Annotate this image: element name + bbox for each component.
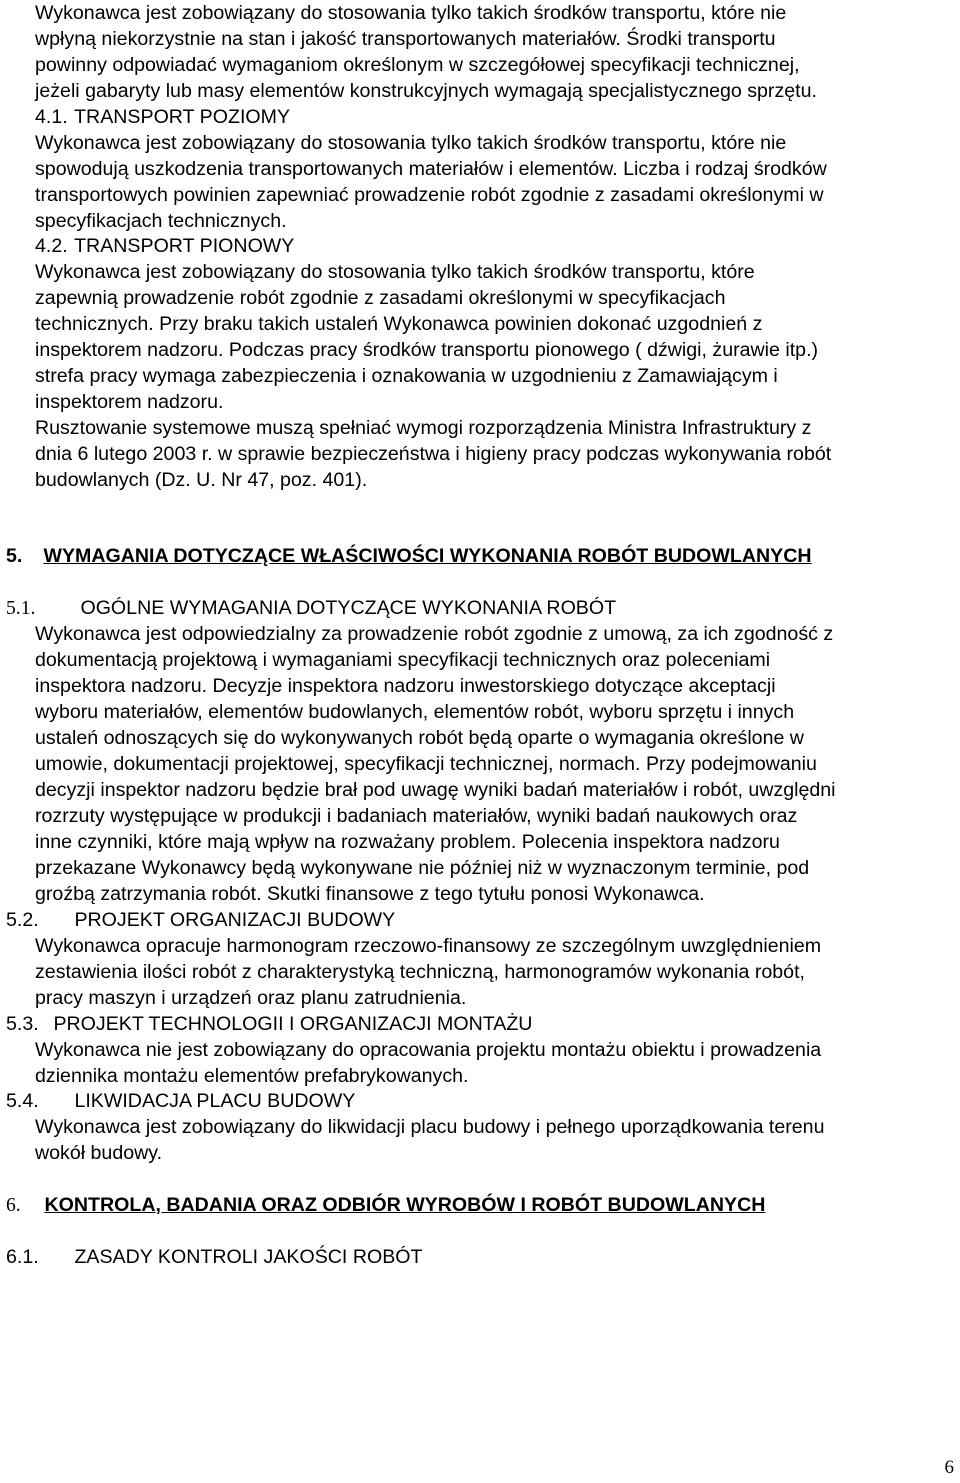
- intro-line: wpłyną niekorzystnie na stan i jakość transportowanych materiałów. Środki transportu: [35, 28, 776, 50]
- paragraph-line: technicznych. Przy braku takich ustaleń Wykonawca powinien dokonać uzgodnień z: [35, 313, 763, 335]
- paragraph-line: dokumentacją projektową i wymaganiami specyfikacji technicznych oraz poleceniami: [35, 649, 771, 671]
- section-number: 5.1.: [6, 598, 36, 619]
- paragraph-line: specyfikacjach technicznych.: [35, 210, 287, 232]
- paragraph-line: dnia 6 lutego 2003 r. w sprawie bezpieczeństwa i higieny pracy podczas wykonywania robót: [35, 443, 832, 465]
- section-heading-6-1: [6, 1244, 423, 1270]
- chapter-title: KONTROLA, BADANIA ORAZ ODBIÓR WYROBÓW I ROBÓT BUDOWLANYCH: [44, 1194, 766, 1216]
- section-number: 5.3.: [6, 1013, 39, 1035]
- chapter-heading-6: [6, 1192, 765, 1219]
- paragraph-line: Wykonawca nie jest zobowiązany do opracowania projektu montażu obiektu i prowadzenia: [35, 1039, 822, 1061]
- page-number: 6: [944, 1457, 954, 1478]
- paragraph-line: wyboru materiałów, elementów budowlanych, elementów robót, wyboru sprzętu i innych: [35, 701, 795, 723]
- chapter-heading-5: [6, 543, 812, 569]
- paragraph-line: przekazane Wykonawcy będą wykonywane nie później niż w wyznaczonym terminie, pod: [35, 857, 810, 879]
- section-heading-5-4: [6, 1088, 355, 1114]
- section-number: 5.2.: [6, 909, 39, 931]
- section-number: 4.2.: [35, 235, 68, 257]
- paragraph-line: ustaleń odnoszących się do wykonywanych robót będą oparte o wymagania określone w: [35, 727, 804, 749]
- section-heading-5-3: [6, 1011, 532, 1037]
- paragraph-line: inspektora nadzoru. Decyzje inspektora nadzoru inwestorskiego dotyczące akceptacji: [35, 675, 776, 697]
- paragraph-line: Wykonawca jest odpowiedzialny za prowadzenie robót zgodnie z umową, za ich zgodność z: [35, 623, 834, 645]
- section-title: PROJEKT TECHNOLOGII I ORGANIZACJI MONTAŻU: [53, 1013, 533, 1035]
- paragraph-line: dziennika montażu elementów prefabrykowanych.: [35, 1065, 469, 1087]
- paragraph-line: budowlanych (Dz. U. Nr 47, poz. 401).: [35, 469, 368, 491]
- section-title: PROJEKT ORGANIZACJI BUDOWY: [74, 909, 396, 931]
- section-title: LIKWIDACJA PLACU BUDOWY: [74, 1090, 356, 1112]
- paragraph-line: Wykonawca jest zobowiązany do likwidacji placu budowy i pełnego uporządkowania terenu: [35, 1116, 825, 1138]
- section-title: ZASADY KONTROLI JAKOŚCI ROBÓT: [74, 1246, 423, 1268]
- paragraph-line: strefa pracy wymaga zabezpieczenia i oznakowania w uzgodnieniu z Zamawiającym i: [35, 365, 778, 387]
- section-heading-5-2: [6, 907, 395, 933]
- paragraph-line: rozrzuty występujące w produkcji i badaniach materiałów, wyniki badań naukowych oraz: [35, 805, 798, 827]
- paragraph-line: zapewnią prowadzenie robót zgodnie z zasadami określonymi w specyfikacjach: [35, 287, 726, 309]
- paragraph-line: umowie, dokumentacji projektowej, specyfikacji technicznej, normach. Przy podejmowaniu: [35, 753, 817, 775]
- section-heading-4-1: [35, 104, 290, 130]
- paragraph-line: inspektorem nadzoru. Podczas pracy środków transportu pionowego ( dźwigi, żurawie itp.): [35, 339, 819, 361]
- paragraph-line: Wykonawca jest zobowiązany do stosowania tylko takich środków transportu, które: [35, 261, 755, 283]
- section-number: 5.4.: [6, 1090, 39, 1112]
- chapter-title: WYMAGANIA DOTYCZĄCE WŁAŚCIWOŚCI WYKONANIA ROBÓT BUDOWLANYCH: [43, 545, 812, 567]
- chapter-number: 5.: [6, 545, 23, 567]
- section-number: 4.1.: [35, 106, 68, 128]
- paragraph-line: Wykonawca opracuje harmonogram rzeczowo-finansowy ze szczególnym uwzględnieniem: [35, 935, 822, 957]
- paragraph-line: pracy maszyn i urządzeń oraz planu zatrudnienia.: [35, 987, 467, 1009]
- paragraph-line: groźbą zatrzymania robót. Skutki finansowe z tego tytułu ponosi Wykonawca.: [35, 883, 705, 905]
- paragraph-line: wokół budowy.: [35, 1142, 163, 1164]
- intro-line: jeżeli gabaryty lub masy elementów konstrukcyjnych wymagają specjalistycznego sprzętu.: [35, 80, 817, 102]
- chapter-number: 6.: [6, 1195, 21, 1216]
- paragraph-line: inne czynniki, które mają wpływ na rozważany problem. Polecenia inspektora nadzoru: [35, 831, 780, 853]
- paragraph-line: Wykonawca jest zobowiązany do stosowania tylko takich środków transportu, które nie: [35, 132, 787, 154]
- paragraph-line: zestawienia ilości robót z charakterystyką techniczną, harmonogramów wykonania robót,: [35, 961, 805, 983]
- intro-line: powinny odpowiadać wymaganiom określonym w szczegółowej specyfikacji technicznej,: [35, 54, 800, 76]
- section-title: OGÓLNE WYMAGANIA DOTYCZĄCE WYKONANIA ROBÓT: [80, 597, 617, 619]
- section-title: TRANSPORT PIONOWY: [74, 235, 295, 257]
- paragraph-line: transportowych powinien zapewniać prowadzenie robót zgodnie z zasadami określonymi w: [35, 184, 824, 206]
- intro-line: Wykonawca jest zobowiązany do stosowania tylko takich środków transportu, które nie: [35, 2, 787, 24]
- paragraph-line: Rusztowanie systemowe muszą spełniać wymogi rozporządzenia Ministra Infrastruktury z: [35, 417, 812, 439]
- section-number: 6.1.: [6, 1246, 39, 1268]
- paragraph-line: decyzji inspektor nadzoru będzie brał pod uwagę wyniki badań materiałów i robót, uwzględni: [35, 779, 836, 801]
- section-heading-4-2: [35, 233, 294, 259]
- section-title: TRANSPORT POZIOMY: [74, 106, 291, 128]
- paragraph-line: spowodują uszkodzenia transportowanych materiałów i elementów. Liczba i rodzaj środków: [35, 158, 827, 180]
- paragraph-line: inspektorem nadzoru.: [35, 391, 224, 413]
- section-heading-5-1: [6, 595, 616, 622]
